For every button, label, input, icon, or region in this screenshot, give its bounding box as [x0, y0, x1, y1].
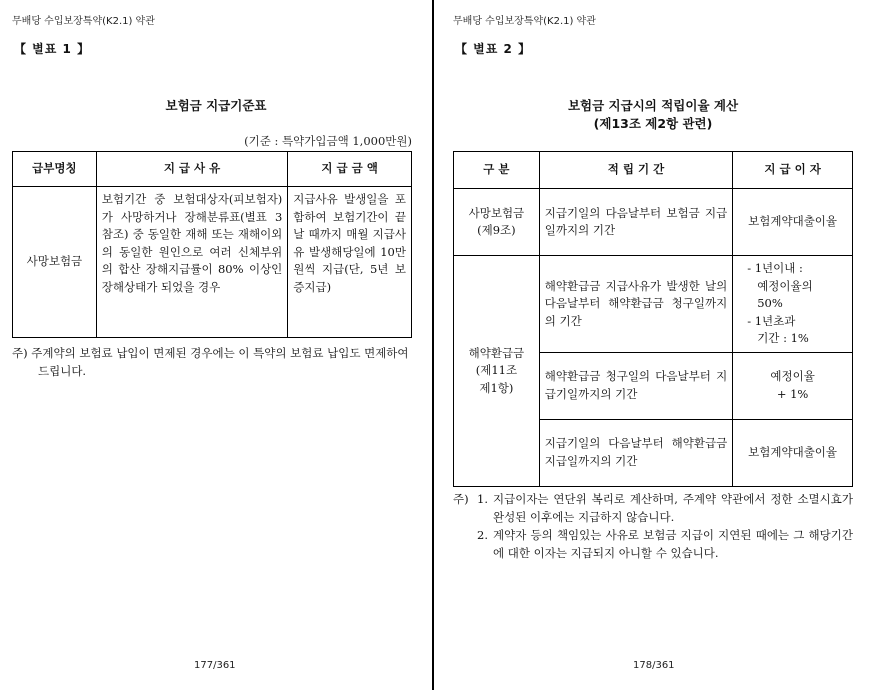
column-header: 구 분: [454, 152, 540, 189]
page-header: 무배당 수입보장특약(K2.1) 약관: [453, 16, 596, 27]
table-row: [454, 189, 853, 256]
page-left: [0, 0, 433, 690]
column-header: 급부명칭: [13, 152, 97, 187]
interest-cell: [733, 256, 853, 353]
footnote-item: [453, 490, 853, 526]
period-cell: 해약환급금 지급사유가 발생한 날의 다음날부터 해약환급금 청구일까지의 기간: [539, 256, 732, 353]
table-title: 보험금 지급시의 적립이율 계산: [567, 98, 739, 113]
appendix-label: 【 별표 1 】: [14, 42, 91, 56]
interest-line: 예정이율: [770, 369, 815, 383]
payment-amount-cell: 지급사유 발생일을 포함하여 보험기간이 끝날 때까지 매월 지급사유 발생해당일에 10만원씩 지급(단, 5년 보증지급): [288, 187, 412, 338]
table-header-row: [13, 152, 412, 187]
period-cell: 지급기일의 다음날부터 보험금 지급일까지의 기간: [539, 189, 732, 256]
basis-note: (기준 : 특약가입금액 1,000만원): [244, 134, 412, 148]
page-header: 무배당 수입보장특약(K2.1) 약관: [12, 16, 155, 27]
category-cell: 해약환급금 (제11조 제1항): [454, 256, 540, 487]
table-row: [454, 256, 853, 353]
payment-reason-cell: 보험기간 중 보험대상자(피보험자)가 사망하거나 장해분류표(별표 3 참조) 중 동일한 재해 또는 재해이외의 동일한 원인으로 여러 신체부위의 합산 장해지급률이 80% 이상인 장해상태가 되었을 경우: [96, 187, 288, 338]
interest-cell: [733, 352, 853, 419]
category-cell: 사망보험금 (제9조): [454, 189, 540, 256]
footnote-number: 2.: [477, 528, 488, 542]
footnote: 주) 주계약의 보험료 납입이 면제된 경우에는 이 특약의 보험료 납입도 면제하여 드립니다.: [12, 346, 409, 378]
table-header-row: [454, 152, 853, 189]
column-header: 지 급 이 자: [733, 152, 853, 189]
footnote-prefix: 주): [453, 492, 469, 506]
footnote-text: 계약자 등의 책임있는 사유로 보험금 지급이 지연된 때에는 그 해당기간에 대한 이자는 지급되지 아니할 수 있습니다.: [493, 528, 853, 560]
appendix-label: 【 별표 2 】: [455, 42, 532, 56]
page-number: 178/361: [633, 660, 675, 671]
interest-cell: 보험계약대출이율: [733, 419, 853, 486]
benefit-table: [12, 151, 412, 338]
interest-line: 50%: [757, 296, 783, 310]
page-divider: [432, 0, 434, 690]
footnote-text: 지급이자는 연단위 복리로 계산하며, 주계약 약관에서 정한 소멸시효가 완성된 이후에는 지급하지 않습니다.: [493, 492, 853, 524]
table-title: 보험금 지급기준표: [165, 98, 267, 113]
footnote-item: [453, 526, 853, 562]
page-number: 177/361: [194, 660, 236, 671]
page-right: [435, 0, 870, 690]
period-cell: 지급기일의 다음날부터 해약환급금 지급일까지의 기간: [539, 419, 732, 486]
interest-line: + 1%: [776, 386, 809, 401]
interest-line: 예정이율의: [757, 278, 813, 293]
interest-line: - 1년초과: [747, 313, 796, 328]
benefit-name-cell: 사망보험금: [13, 187, 97, 338]
table-row: [13, 187, 412, 338]
interest-cell: 보험계약대출이율: [733, 189, 853, 256]
column-header: 지 급 금 액: [288, 152, 412, 187]
footnotes: [453, 490, 853, 562]
period-cell: 해약환급금 청구일의 다음날부터 지급기일까지의 기간: [539, 352, 732, 419]
column-header: 지 급 사 유: [96, 152, 288, 187]
column-header: 적 립 기 간: [539, 152, 732, 189]
interest-line: - 1년이내 :: [747, 261, 803, 275]
interest-line: 기간 : 1%: [757, 331, 809, 345]
footnote-number: 1.: [477, 492, 488, 506]
table-subtitle: (제13조 제2항 관련): [593, 116, 713, 131]
interest-table: [453, 151, 853, 487]
